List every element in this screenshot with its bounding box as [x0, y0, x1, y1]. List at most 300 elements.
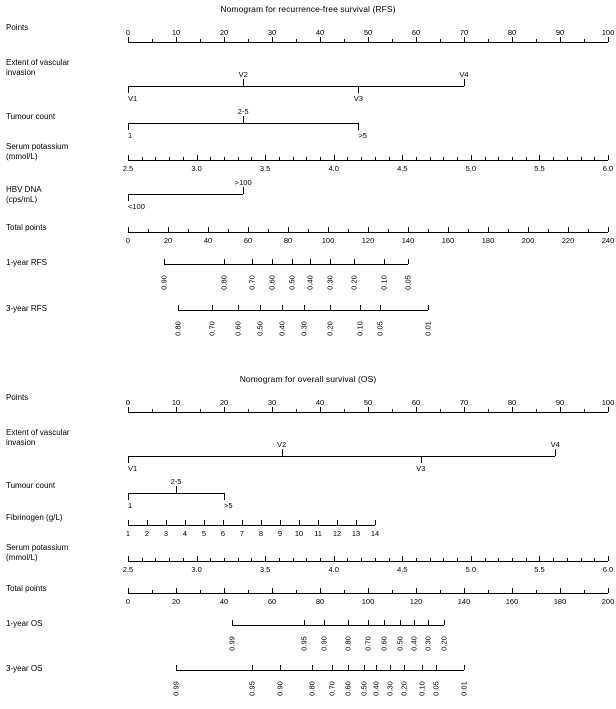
axis-tick — [368, 407, 369, 412]
axis-tick — [243, 116, 244, 123]
axis-tick — [584, 409, 585, 412]
axis-tick — [392, 409, 393, 412]
axis-tick — [512, 558, 513, 561]
axis-tick — [272, 37, 273, 42]
axis-tick-label: 6.0 — [602, 565, 614, 574]
point-label: 2-5 — [237, 107, 249, 116]
axis-tick-label: 20 — [219, 398, 229, 407]
axis-tick-label: 0.05 — [431, 681, 441, 696]
axis-tick — [358, 86, 359, 93]
point-label: V3 — [416, 464, 426, 473]
axis-tick — [224, 157, 225, 160]
axis-tick-label: 80 — [507, 28, 517, 37]
axis-tick — [328, 227, 329, 232]
axis-tick — [243, 187, 244, 194]
axis-tick-label: 100 — [361, 597, 375, 606]
axis-tick — [536, 39, 537, 42]
axis-tick — [296, 409, 297, 412]
axis-tick — [282, 449, 283, 456]
axis-tick-label: 0.70 — [207, 321, 217, 336]
axis-tick-label: 0.90 — [159, 275, 169, 290]
axis-tick — [361, 558, 362, 561]
axis-tick-label: 0.40 — [371, 681, 381, 696]
axis-tick — [608, 556, 609, 561]
axis-tick — [288, 227, 289, 232]
axis-tick — [147, 520, 148, 525]
axis-tick — [296, 39, 297, 42]
axis-tick — [553, 157, 554, 160]
axis-tick — [261, 520, 262, 525]
axis-tick — [128, 556, 129, 561]
axis-tick — [498, 157, 499, 160]
axis-tick-label: 20 — [163, 236, 173, 245]
axis-tick-label: 20 — [219, 28, 229, 37]
axis-tick — [152, 409, 153, 412]
axis-tick — [464, 407, 465, 412]
os-row-label-fibrinogen: Fibrinogen (g/L) — [6, 513, 63, 522]
axis-tick — [440, 39, 441, 42]
axis-tick-label: 13 — [351, 529, 361, 538]
axis-tick — [176, 407, 177, 412]
axis-tick — [128, 37, 129, 42]
axis-tick — [464, 79, 465, 86]
axis-tick — [268, 229, 269, 232]
axis-tick-label: 3.0 — [191, 565, 202, 574]
point-label: 1 — [128, 501, 133, 510]
axis-tick-label: 160 — [441, 236, 455, 245]
axis-tick-label: 0.05 — [403, 275, 413, 290]
axis-tick — [142, 558, 143, 561]
axis-tick — [567, 157, 568, 160]
axis-tick-label: 40 — [315, 398, 325, 407]
axis-tick — [402, 155, 403, 160]
axis-tick — [560, 588, 561, 593]
axis-tick — [608, 37, 609, 42]
axis-tick — [128, 520, 129, 525]
axis-tick — [416, 558, 417, 561]
axis-tick — [224, 558, 225, 561]
axis-tick-label: 4.0 — [328, 565, 339, 574]
axis-tick — [251, 157, 252, 160]
axis-tick — [539, 556, 540, 561]
axis-tick-label: 200 — [521, 236, 535, 245]
axis-tick — [251, 558, 252, 561]
axis-tick — [176, 588, 177, 593]
axis-tick-label: 0.05 — [375, 321, 385, 336]
axis-tick-label: 10 — [171, 398, 181, 407]
axis-line — [128, 456, 555, 457]
axis-tick — [468, 229, 469, 232]
axis-tick — [416, 37, 417, 42]
axis-tick-label: 140 — [457, 597, 471, 606]
axis-tick-label: 0.10 — [355, 321, 365, 336]
os-row-label-tumour: Tumour count — [6, 481, 56, 490]
axis-tick — [320, 157, 321, 160]
axis-tick-label: 240 — [601, 236, 615, 245]
axis-tick-label: 40 — [203, 236, 213, 245]
axis-tick — [280, 520, 281, 525]
axis-tick-label: 120 — [361, 236, 375, 245]
axis-tick — [279, 558, 280, 561]
axis-tick — [389, 157, 390, 160]
rfs-row-label-total: Total points — [6, 223, 47, 232]
axis-tick — [334, 556, 335, 561]
axis-tick — [224, 37, 225, 42]
point-label: V4 — [550, 440, 560, 449]
axis-tick — [200, 39, 201, 42]
axis-tick-label: 0.60 — [267, 275, 277, 290]
axis-tick — [553, 558, 554, 561]
axis-tick — [183, 157, 184, 160]
axis-tick-label: 50 — [363, 28, 373, 37]
axis-tick-label: 50 — [363, 398, 373, 407]
axis-tick — [512, 588, 513, 593]
axis-tick — [272, 407, 273, 412]
axis-tick — [347, 558, 348, 561]
axis-line — [128, 123, 358, 124]
axis-tick-label: 0.30 — [385, 681, 395, 696]
axis-tick — [536, 590, 537, 593]
axis-tick — [608, 155, 609, 160]
axis-tick-label: 2.5 — [122, 565, 134, 574]
axis-tick — [488, 227, 489, 232]
axis-line — [128, 412, 608, 413]
axis-tick — [448, 227, 449, 232]
axis-tick-label: 0.50 — [287, 275, 297, 290]
axis-tick-label: 5 — [201, 529, 207, 538]
axis-tick-label: 0.50 — [395, 636, 405, 651]
axis-tick-label: 100 — [601, 28, 615, 37]
axis-line — [128, 232, 608, 233]
axis-tick — [485, 558, 486, 561]
axis-tick — [344, 409, 345, 412]
axis-tick — [200, 590, 201, 593]
axis-tick — [347, 157, 348, 160]
axis-tick-label: 0.80 — [343, 636, 353, 651]
axis-tick-label: 8 — [258, 529, 264, 538]
axis-tick-label: 0.30 — [325, 275, 335, 290]
axis-tick — [168, 227, 169, 232]
axis-line — [128, 493, 224, 494]
point-label: V1 — [128, 94, 138, 103]
axis-tick — [128, 123, 129, 130]
rfs-row-label-tumour: Tumour count — [6, 112, 56, 121]
axis-tick-label: 4.5 — [397, 164, 408, 173]
axis-line — [128, 160, 608, 161]
axis-tick — [567, 558, 568, 561]
point-label: <100 — [128, 202, 145, 211]
axis-tick — [296, 590, 297, 593]
axis-tick-label: 40 — [219, 597, 229, 606]
axis-tick-label: 60 — [267, 597, 277, 606]
point-label: V3 — [353, 94, 363, 103]
axis-tick — [128, 86, 129, 93]
axis-tick — [344, 590, 345, 593]
axis-tick — [608, 227, 609, 232]
axis-line — [128, 42, 608, 43]
axis-tick — [430, 558, 431, 561]
axis-tick-label: 0.30 — [299, 321, 309, 336]
os-title: Nomogram for overall survival (OS) — [239, 374, 377, 384]
axis-tick — [176, 486, 177, 493]
point-label: V4 — [459, 70, 469, 79]
axis-tick — [471, 155, 472, 160]
axis-tick — [581, 558, 582, 561]
axis-tick — [238, 157, 239, 160]
axis-tick — [279, 157, 280, 160]
axis-tick — [375, 520, 376, 525]
axis-tick-label: 0 — [125, 398, 131, 407]
os-row-label-potassium: Serum potassium (mmol/L) — [6, 543, 69, 562]
axis-tick-label: 0.20 — [325, 321, 335, 336]
axis-tick-label: 60 — [411, 398, 421, 407]
axis-tick — [512, 37, 513, 42]
axis-tick — [348, 229, 349, 232]
axis-tick — [392, 39, 393, 42]
axis-tick-label: 0.01 — [459, 681, 469, 696]
rfs-row-label-points: Points — [6, 23, 29, 32]
axis-tick-label: 0.10 — [379, 275, 389, 290]
axis-tick — [185, 520, 186, 525]
axis-tick-label: 0.20 — [439, 636, 449, 651]
axis-tick — [308, 229, 309, 232]
axis-tick-label: 0.70 — [363, 636, 373, 651]
axis-tick — [320, 37, 321, 42]
os-row-label-total: Total points — [6, 584, 47, 593]
axis-tick-label: 0.60 — [379, 636, 389, 651]
axis-tick — [320, 407, 321, 412]
axis-tick — [169, 157, 170, 160]
axis-tick — [142, 157, 143, 160]
axis-tick — [416, 588, 417, 593]
axis-tick-label: 6 — [220, 529, 226, 538]
axis-tick — [584, 39, 585, 42]
axis-tick — [430, 157, 431, 160]
axis-tick — [183, 558, 184, 561]
axis-tick — [265, 155, 266, 160]
axis-tick — [242, 520, 243, 525]
axis-tick — [539, 155, 540, 160]
rfs-row-label-vascular: Extent of vascular invasion — [6, 58, 70, 77]
axis-tick-label: 180 — [553, 597, 567, 606]
point-label: >5 — [358, 131, 367, 140]
axis-tick-label: 80 — [315, 597, 325, 606]
point-label: >5 — [224, 501, 233, 510]
axis-tick-label: 0.99 — [227, 636, 237, 651]
axis-tick — [228, 229, 229, 232]
axis-tick-label: 2.5 — [122, 164, 134, 173]
axis-tick — [594, 157, 595, 160]
axis-tick — [443, 157, 444, 160]
axis-tick — [306, 558, 307, 561]
axis-tick — [320, 588, 321, 593]
axis-tick — [248, 409, 249, 412]
axis-tick — [464, 588, 465, 593]
axis-line — [128, 194, 243, 195]
axis-tick — [608, 588, 609, 593]
axis-tick-label: 2 — [144, 529, 150, 538]
axis-tick-label: 5.5 — [534, 164, 545, 173]
axis-tick-label: 1 — [125, 529, 131, 538]
axis-tick — [536, 409, 537, 412]
axis-tick-label: 12 — [332, 529, 342, 538]
nomogram-rfs-panel — [0, 0, 616, 352]
axis-tick — [223, 520, 224, 525]
axis-tick — [361, 157, 362, 160]
axis-tick — [356, 520, 357, 525]
axis-tick-label: 90 — [555, 398, 565, 407]
axis-tick — [428, 229, 429, 232]
axis-tick — [210, 157, 211, 160]
axis-tick-label: 0.40 — [305, 275, 315, 290]
axis-tick — [555, 449, 556, 456]
axis-tick-label: 0.40 — [409, 636, 419, 651]
axis-line — [164, 264, 408, 265]
axis-tick — [581, 157, 582, 160]
axis-tick — [224, 493, 225, 500]
axis-tick-label: 0.50 — [359, 681, 369, 696]
axis-tick-label: 4.5 — [397, 565, 408, 574]
axis-tick — [508, 229, 509, 232]
axis-tick-label: 220 — [561, 236, 575, 245]
axis-tick — [560, 37, 561, 42]
axis-tick — [152, 39, 153, 42]
axis-tick-label: 5.0 — [465, 565, 477, 574]
axis-tick — [548, 229, 549, 232]
axis-tick — [368, 227, 369, 232]
axis-tick — [392, 590, 393, 593]
axis-tick — [440, 409, 441, 412]
axis-tick — [440, 590, 441, 593]
axis-tick — [416, 157, 417, 160]
axis-tick — [584, 590, 585, 593]
axis-tick — [188, 229, 189, 232]
axis-tick — [299, 520, 300, 525]
axis-tick-label: 0.99 — [171, 681, 181, 696]
axis-tick — [306, 157, 307, 160]
axis-tick — [498, 558, 499, 561]
axis-tick — [485, 157, 486, 160]
axis-tick — [152, 590, 153, 593]
axis-tick — [526, 157, 527, 160]
axis-tick — [334, 155, 335, 160]
axis-tick — [166, 520, 167, 525]
axis-tick-label: 0.20 — [349, 275, 359, 290]
axis-tick-label: 5.0 — [465, 164, 477, 173]
axis-tick — [208, 227, 209, 232]
axis-tick-label: 70 — [459, 398, 469, 407]
axis-tick-label: 160 — [505, 597, 519, 606]
axis-tick — [224, 588, 225, 593]
os-row-label-vascular: Extent of vascular invasion — [6, 428, 70, 447]
axis-tick-label: 10 — [171, 28, 181, 37]
axis-tick — [128, 194, 129, 201]
axis-tick — [243, 79, 244, 86]
axis-tick — [608, 407, 609, 412]
rfs-row-label-hbv: HBV DNA (cps/mL) — [6, 185, 42, 204]
axis-tick — [388, 229, 389, 232]
point-label: >100 — [234, 178, 252, 187]
axis-tick — [464, 37, 465, 42]
axis-tick — [588, 229, 589, 232]
axis-tick — [320, 558, 321, 561]
axis-tick-label: 30 — [267, 398, 277, 407]
axis-tick — [512, 157, 513, 160]
axis-tick-label: 0.95 — [247, 681, 257, 696]
axis-tick-label: 3.5 — [259, 565, 271, 574]
axis-tick-label: 0.60 — [233, 321, 243, 336]
point-label: V2 — [238, 70, 248, 79]
axis-tick — [204, 520, 205, 525]
axis-tick — [128, 493, 129, 500]
axis-tick-label: 40 — [315, 28, 325, 37]
axis-tick — [526, 558, 527, 561]
axis-tick-label: 30 — [267, 28, 277, 37]
axis-tick — [128, 227, 129, 232]
axis-tick-label: 80 — [283, 236, 293, 245]
axis-tick — [197, 155, 198, 160]
axis-tick-label: 0.80 — [173, 321, 183, 336]
axis-tick-label: 9 — [277, 529, 283, 538]
axis-tick-label: 100 — [321, 236, 335, 245]
axis-tick — [528, 227, 529, 232]
os-row-label-points: Points — [6, 393, 29, 402]
axis-tick-label: 120 — [409, 597, 423, 606]
axis-tick-label: 0 — [125, 236, 131, 245]
point-label: 1 — [128, 131, 133, 140]
axis-tick-label: 0.20 — [399, 681, 409, 696]
axis-tick — [197, 556, 198, 561]
axis-tick — [248, 227, 249, 232]
axis-tick — [344, 39, 345, 42]
axis-tick — [488, 39, 489, 42]
axis-tick-label: 0.80 — [219, 275, 229, 290]
axis-tick-label: 0.40 — [277, 321, 287, 336]
axis-tick-label: 0 — [125, 28, 131, 37]
axis-tick-label: 3.5 — [259, 164, 271, 173]
axis-tick-label: 4 — [182, 529, 188, 538]
axis-tick — [293, 558, 294, 561]
axis-tick — [358, 123, 359, 130]
axis-tick-label: 180 — [481, 236, 495, 245]
axis-tick-label: 80 — [507, 398, 517, 407]
axis-tick — [389, 558, 390, 561]
axis-tick-label: 0.90 — [319, 636, 329, 651]
axis-tick — [155, 558, 156, 561]
axis-tick — [155, 157, 156, 160]
axis-tick-label: 0.50 — [255, 321, 265, 336]
rfs-row-label-3year: 3-year RFS — [6, 304, 47, 313]
axis-tick — [443, 558, 444, 561]
axis-tick-label: 60 — [411, 28, 421, 37]
axis-tick — [176, 37, 177, 42]
axis-tick — [248, 39, 249, 42]
axis-tick — [457, 558, 458, 561]
axis-tick — [238, 558, 239, 561]
axis-tick — [512, 407, 513, 412]
axis-tick — [337, 520, 338, 525]
axis-tick — [560, 407, 561, 412]
point-label: V1 — [128, 464, 138, 473]
axis-tick — [248, 590, 249, 593]
point-label: V2 — [277, 440, 287, 449]
axis-tick — [488, 590, 489, 593]
axis-tick — [416, 407, 417, 412]
axis-line — [128, 561, 608, 562]
axis-tick-label: 140 — [401, 236, 415, 245]
axis-tick-label: 3 — [163, 529, 169, 538]
axis-tick-label: 70 — [459, 28, 469, 37]
